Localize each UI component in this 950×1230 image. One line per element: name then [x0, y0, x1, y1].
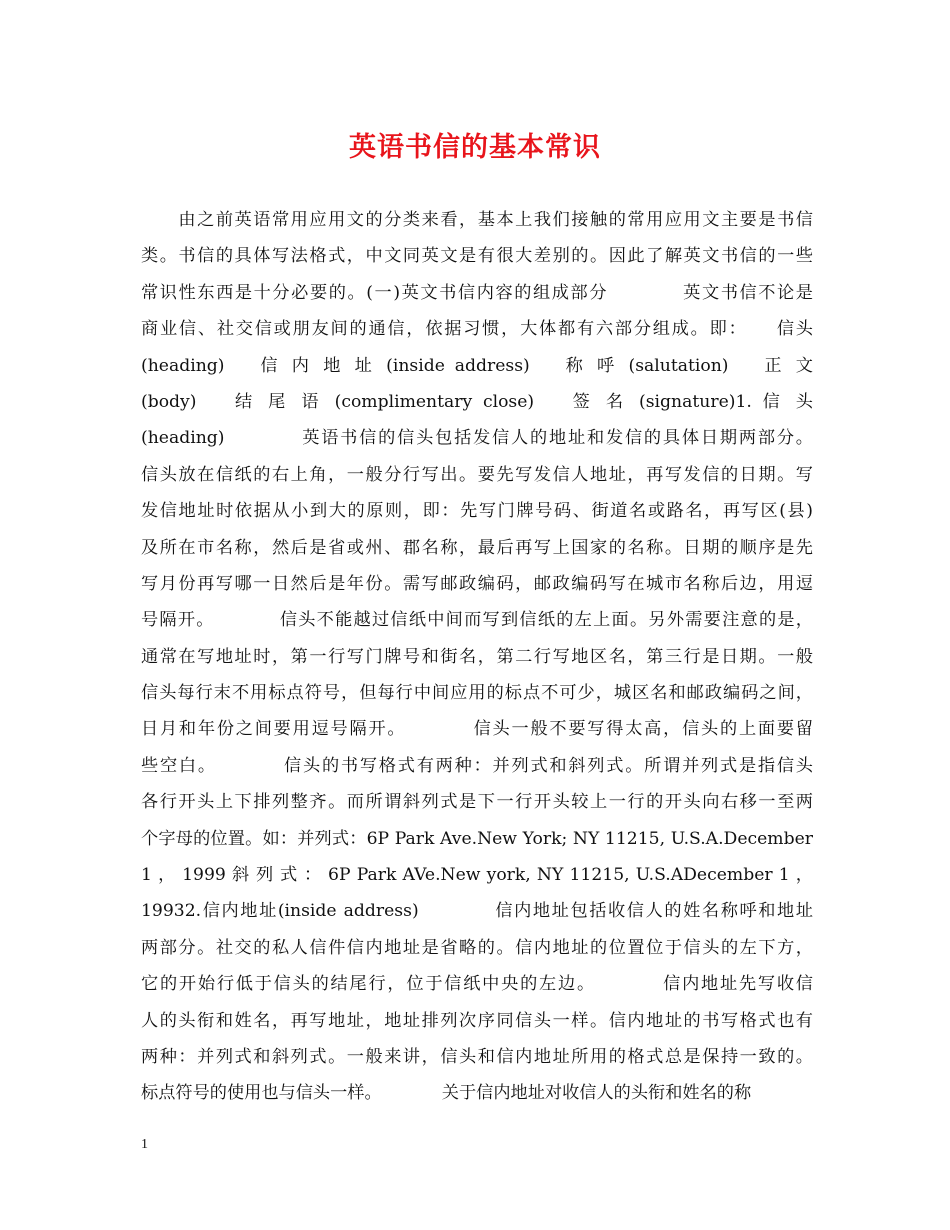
- body-line: 两部分。社交的私人信件信内地址是省略的。信内地址的位置位于信头的左下方，: [141, 937, 813, 958]
- body-line: 两种：并列式和斜列式。一般来讲，信头和信内地址所用的格式总是保持一致的。: [141, 1046, 813, 1067]
- body-line: 它的开始行低于信头的结尾行，位于信纸中央的左边。 信内地址先写收信: [141, 974, 813, 995]
- body-line: 及所在市名称，然后是省或州、郡名称，最后再写上国家的名称。日期的顺序是先: [141, 537, 813, 558]
- body-line: 常识性东西是十分必要的。(一)英文书信内容的组成部分 英文书信不论是: [141, 282, 813, 303]
- body-line: 信头放在信纸的右上角，一般分行写出。要先写发信人地址，再写发信的日期。写: [141, 464, 813, 485]
- page-title: 英语书信的基本常识: [349, 132, 601, 163]
- body-line: 由之前英语常用应用文的分类来看，基本上我们接触的常用应用文主要是书信: [141, 210, 813, 230]
- body-line: 商业信、社交信或朋友间的通信，依据习惯，大体都有六部分组成。即： 信头: [141, 319, 813, 340]
- body-line: 各行开头上下排列整齐。而所谓斜列式是下一行开头较上一行的开头向右移一至两: [141, 792, 813, 813]
- body-line: 写月份再写哪一日然后是年份。需写邮政编码，邮政编码写在城市名称后边，用逗: [141, 573, 813, 594]
- body-line: 个字母的位置。如：并列式：6P Park Ave.New York; NY 11215, U.S.A.December: [141, 828, 813, 849]
- body-line: (body) 结 尾 语 (complimentary close) 签 名 (signature)1. 信 头: [141, 391, 813, 412]
- body-line: 标点符号的使用也与信头一样。 关于信内地址对收信人的头衔和姓名的称: [141, 1083, 752, 1104]
- body-line: 类。书信的具体写法格式，中文同英文是有很大差别的。因此了解英文书信的一些: [141, 246, 813, 267]
- document-body: [141, 202, 813, 1112]
- body-line: 信头每行末不用标点符号，但每行中间应用的标点不可少，城区名和邮政编码之间，: [141, 683, 813, 704]
- body-line: 些空白。 信头的书写格式有两种：并列式和斜列式。所谓并列式是指信头: [141, 755, 813, 776]
- body-line: 通常在写地址时，第一行写门牌号和街名，第二行写地区名，第三行是日期。一般: [141, 646, 813, 667]
- page-number: 1: [141, 1137, 148, 1152]
- body-line: (heading) 信 内 地 址 (inside address) 称 呼 (salutation) 正 文: [141, 355, 813, 376]
- body-line: 人的头衔和姓名，再写地址，地址排列次序同信头一样。信内地址的书写格式也有: [141, 1010, 813, 1031]
- body-line: 号隔开。 信头不能越过信纸中间而写到信纸的左上面。另外需要注意的是，: [141, 610, 813, 631]
- body-line: 19932.信内地址(inside address) 信内地址包括收信人的姓名称呼和地址: [141, 901, 813, 922]
- body-line: 发信地址时依据从小到大的原则，即：先写门牌号码、街道名或路名，再写区(县): [141, 501, 813, 522]
- body-line: (heading) 英语书信的信头包括发信人的地址和发信的具体日期两部分。: [141, 428, 813, 449]
- body-line: 1 ， 1999 斜 列 式 ： 6P Park AVe.New york, NY 11215, U.S.ADecember 1 ，: [141, 865, 813, 886]
- body-line: 日月和年份之间要用逗号隔开。 信头一般不要写得太高，信头的上面要留: [141, 719, 813, 740]
